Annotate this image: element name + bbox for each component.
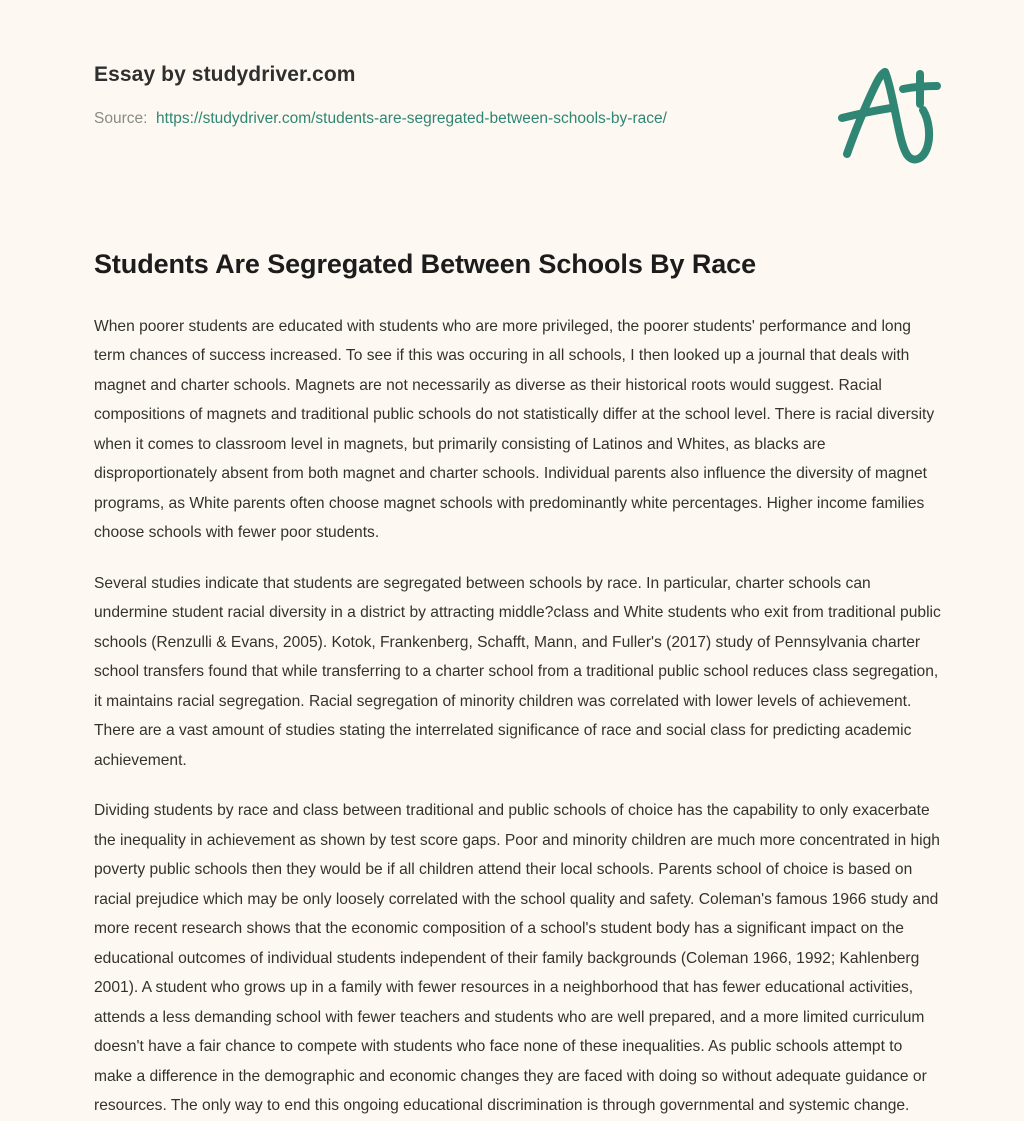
essay-byline: Essay by studydriver.com [94, 63, 356, 86]
paragraph: Dividing students by race and class between traditional and public schools of choice has the capability to only exacerbate the inequality in achievement as shown by test score gaps. Poor and minority children are much more concentrated in high poverty public schools then they would be if all children attend their local schools. Parents school of choice is based on racial prejudice which may be only loosely correlated with the school quality and safety. Coleman's famous 1966 study and more recent research shows that the economic composition of a school's student body has a significant impact on the educational outcomes of individual students independent of their family backgrounds (Coleman 1966, 1992; Kahlenberg 2001). A student who grows up in a family with fewer resources in a neighborhood that has fewer educational activities, attends a less demanding school with fewer teachers and students who are well prepared, and a more limited curriculum doesn't have a fair chance to compete with students who face none of these inequalities. As public schools attempt to make a difference in the demographic and economic changes they are faced with doing so without adequate guidance or resources. The only way to end this ongoing educational discrimination is through governmental and systemic change. [94, 802, 940, 1115]
a-plus-logo-icon [830, 58, 950, 168]
source-url-link[interactable]: https://studydriver.com/students-are-segregated-between-schools-by-race/ [156, 110, 667, 128]
page-title: Students Are Segregated Between Schools By Race [94, 249, 756, 279]
article [0, 248, 1024, 1121]
a-plus-logo-svg [830, 58, 950, 168]
article-body [94, 312, 944, 1121]
paragraph: Several studies indicate that students are segregated between schools by race. In particular, charter schools can undermine student racial diversity in a district by attracting middle?class and White students who exit from traditional public schools (Renzulli & Evans, 2005). Kotok, Frankenberg, Schafft, Mann, and Fuller's (2017) study of Pennsylvania charter school transfers found that while transferring to a charter school from a traditional public school reduces class segregation, it maintains racial segregation. Racial segregation of minority children was correlated with lower levels of achievement. There are a vast amount of studies stating the interrelated significance of race and social class for predicting academic achievement. [94, 574, 941, 769]
source-label: Source: [94, 110, 148, 128]
source-line [94, 109, 944, 129]
page-header [0, 0, 1024, 160]
paragraph: When poorer students are educated with students who are more privileged, the poorer students' performance and long term chances of success increased. To see if this was occuring in all schools, I then looked up a journal that deals with magnet and charter schools. Magnets are not necessarily as diverse as their historical roots would suggest. Racial compositions of magnets and traditional public schools do not statistically differ at the school level. There is racial diversity when it comes to classroom level in magnets, but primarily consisting of Latinos and Whites, as blacks are disproportionately absent from both magnet and charter schools. Individual parents also influence the diversity of magnet programs, as White parents often choose magnet schools with predominantly white percentages. Higher income families choose schools with fewer poor students. [94, 317, 935, 542]
